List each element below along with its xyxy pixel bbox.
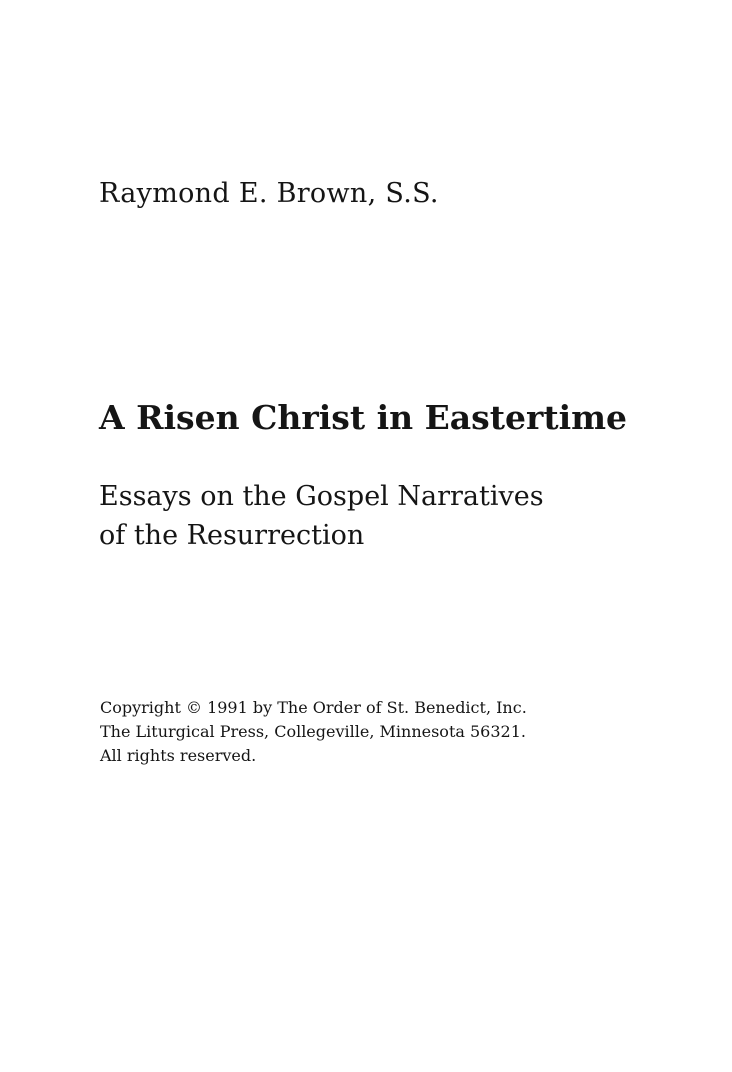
book-title: A Risen Christ in Eastertime bbox=[99, 398, 628, 437]
author-name: Raymond E. Brown, S.S. bbox=[99, 178, 439, 209]
copyright-line-2: The Liturgical Press, Collegeville, Minnesota 56321. bbox=[100, 722, 526, 741]
subtitle-line-2: of the Resurrection bbox=[99, 520, 365, 551]
subtitle-line-1: Essays on the Gospel Narratives bbox=[99, 481, 544, 512]
book-subtitle bbox=[99, 477, 659, 555]
copyright-notice bbox=[100, 696, 660, 768]
copyright-line-3: All rights reserved. bbox=[100, 746, 257, 765]
copyright-line-1: Copyright © 1991 by The Order of St. Benedict, Inc. bbox=[100, 698, 527, 717]
